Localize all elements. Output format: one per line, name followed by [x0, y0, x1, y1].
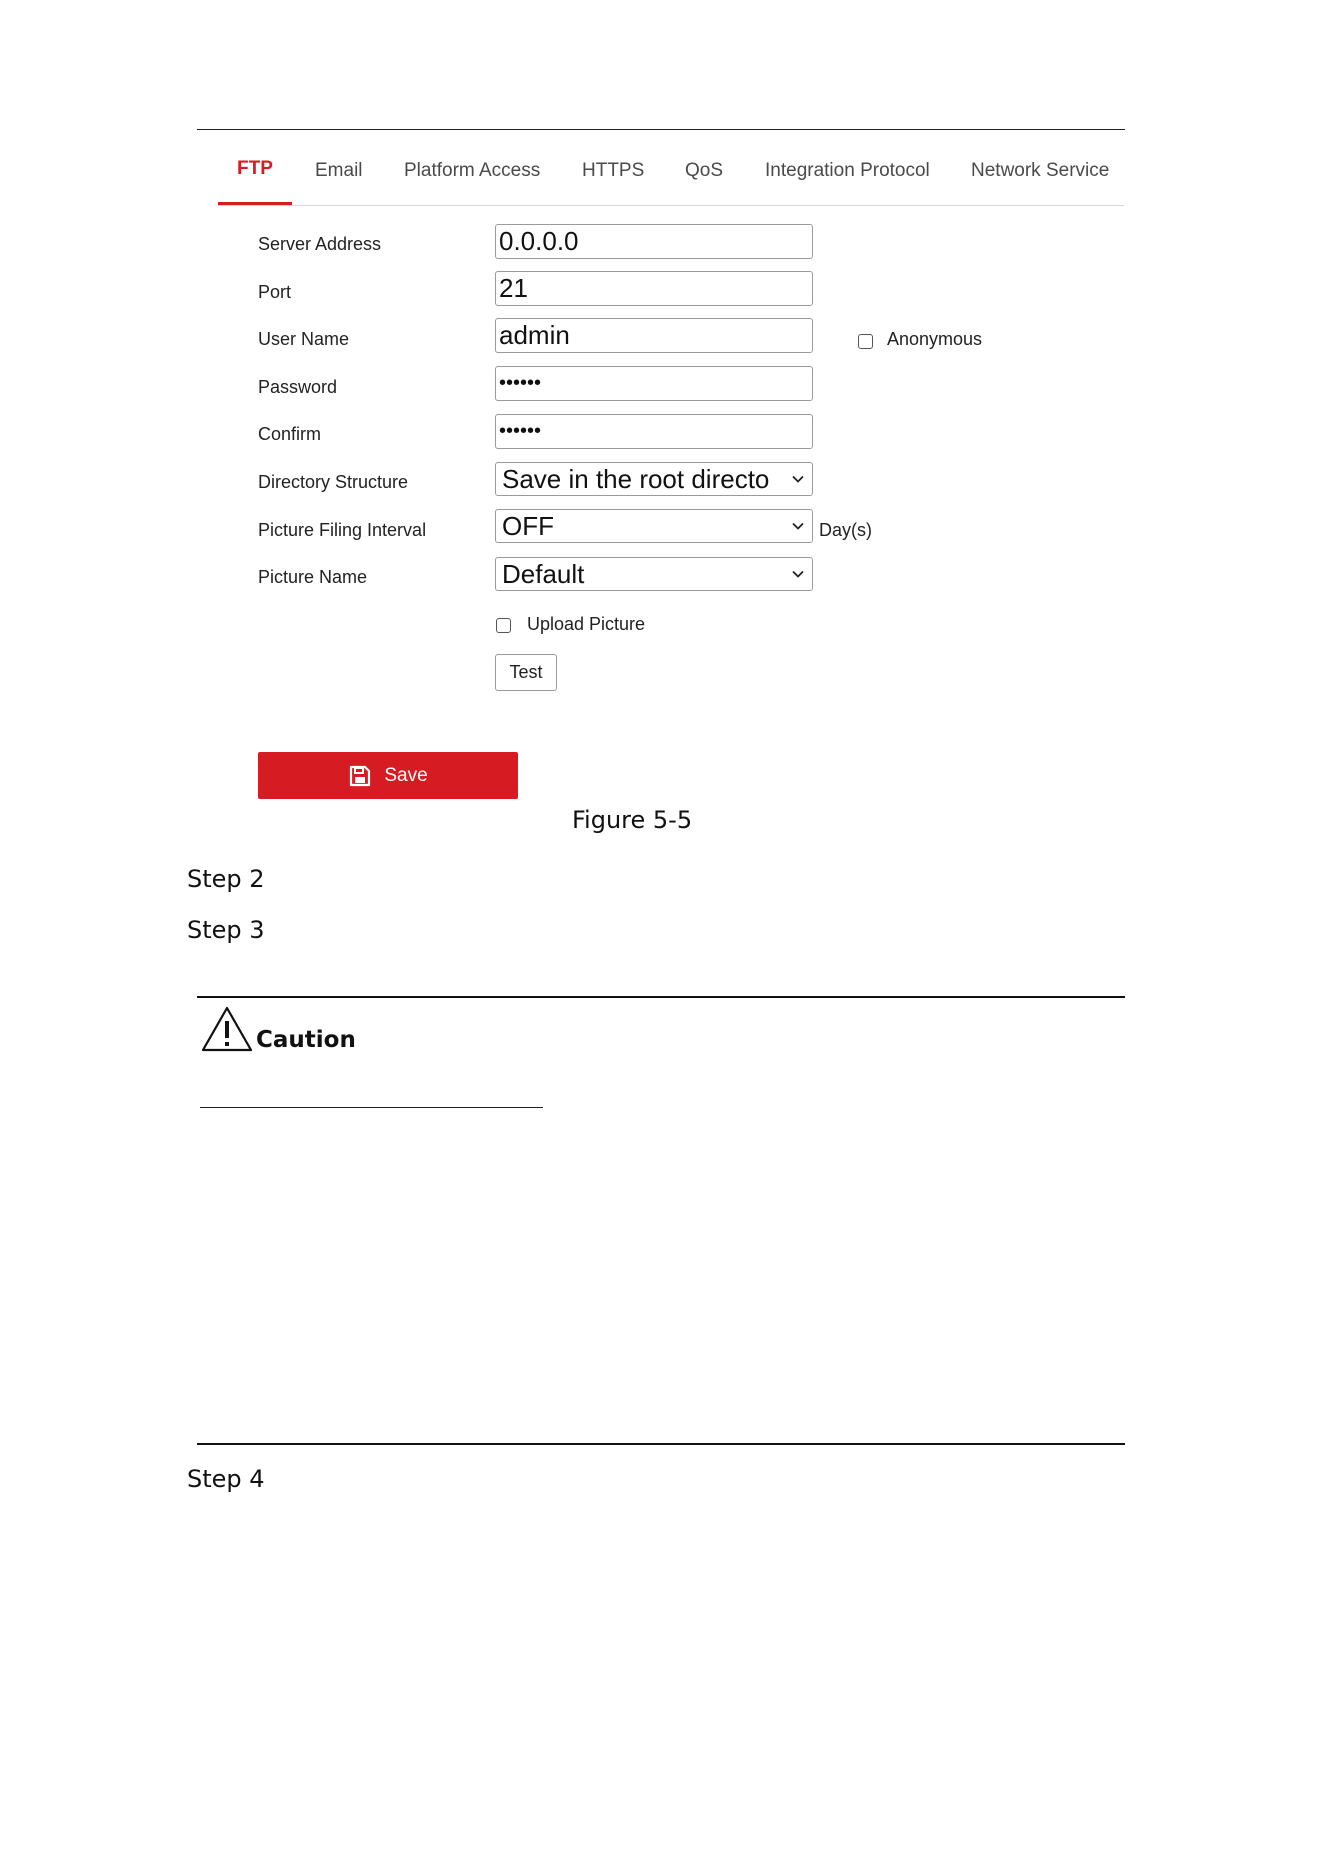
tab-divider: [218, 205, 1124, 206]
tab-platform-access[interactable]: Platform Access: [404, 160, 541, 181]
anonymous-label: Anonymous: [887, 329, 983, 349]
chevron-down-icon: [790, 471, 806, 487]
user-name-input[interactable]: [495, 318, 813, 353]
tab-integration-protocol[interactable]: Integration Protocol: [765, 160, 930, 181]
user-name-label: User Name: [258, 329, 350, 349]
directory-structure-label: Directory Structure: [258, 472, 409, 492]
server-address-label: Server Address: [258, 234, 382, 254]
anonymous-checkbox[interactable]: [858, 334, 873, 349]
tab-ftp[interactable]: FTP: [237, 158, 273, 179]
tab-qos[interactable]: QoS: [685, 160, 724, 181]
server-address-input[interactable]: [495, 224, 813, 259]
upload-picture-label: Upload Picture: [527, 614, 646, 634]
floppy-disk-icon: [348, 764, 372, 788]
port-label: Port: [258, 282, 292, 302]
save-button-label: Save: [384, 764, 428, 786]
caution-sub-rule: [200, 1107, 543, 1108]
test-button-label: Test: [509, 662, 543, 682]
directory-structure-select[interactable]: [495, 462, 813, 496]
upload-picture-checkbox[interactable]: [496, 618, 511, 633]
chevron-down-icon: [790, 518, 806, 534]
test-button[interactable]: [495, 654, 557, 691]
chevron-down-icon: [790, 566, 806, 582]
picture-filing-interval-unit: Day(s): [819, 520, 872, 540]
port-value: 21: [499, 273, 528, 303]
confirm-input[interactable]: [495, 414, 813, 449]
figure-caption: Figure 5-5: [572, 806, 693, 834]
caution-top-rule: [197, 996, 1125, 998]
picture-name-label: Picture Name: [258, 567, 368, 587]
step-4-label: Step 4: [187, 1465, 265, 1493]
top-rule: [197, 129, 1125, 130]
user-name-value: admin: [499, 320, 570, 350]
picture-name-select[interactable]: [495, 557, 813, 591]
step-3-label: Step 3: [187, 916, 265, 944]
tab-network-service[interactable]: Network Service: [971, 160, 1110, 181]
caution-heading: Caution: [256, 1027, 356, 1053]
tab-email[interactable]: Email: [315, 160, 363, 181]
password-value: ••••••: [499, 372, 542, 394]
password-label: Password: [258, 377, 338, 397]
picture-filing-interval-value: OFF: [502, 510, 554, 541]
confirm-label: Confirm: [258, 424, 322, 444]
port-input[interactable]: [495, 271, 813, 306]
picture-filing-interval-select[interactable]: [495, 509, 813, 543]
step-2-label: Step 2: [187, 865, 265, 893]
tab-https[interactable]: HTTPS: [582, 160, 645, 181]
password-input[interactable]: [495, 366, 813, 401]
server-address-value: 0.0.0.0: [499, 226, 579, 256]
picture-filing-interval-label: Picture Filing Interval: [258, 520, 427, 540]
picture-name-value: Default: [502, 558, 585, 589]
confirm-value: ••••••: [499, 420, 542, 442]
directory-structure-value: Save in the root directo: [502, 463, 770, 494]
caution-bottom-rule: [197, 1443, 1125, 1445]
warning-triangle-icon: [200, 1005, 254, 1053]
save-button[interactable]: [258, 752, 518, 799]
